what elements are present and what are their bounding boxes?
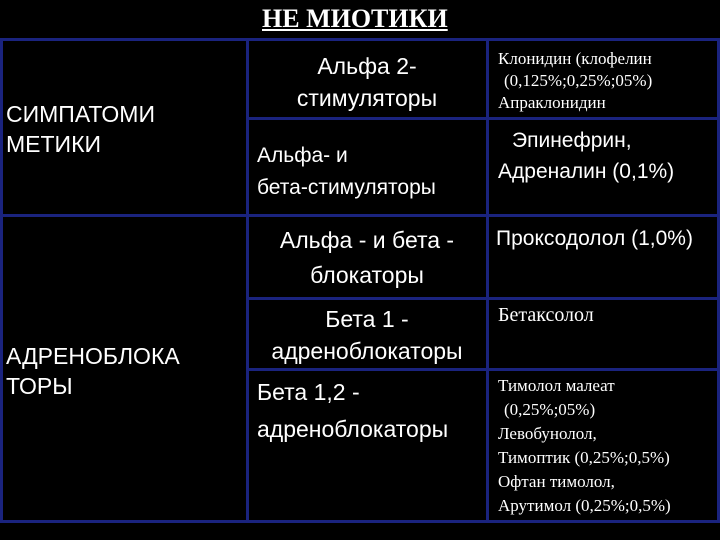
category-sympathomimetics-line2: МЕТИКИ — [6, 131, 102, 157]
drug-clonidine: Клонидин (клофелин — [498, 49, 652, 68]
group-alpha-beta-stim-line2: бета-стимуляторы — [257, 176, 436, 199]
drug-oftan-timolol: Офтан тимолол, — [498, 472, 615, 491]
column-divider-2 — [486, 38, 489, 523]
drug-levobunolol: Левобунолол, — [498, 424, 597, 443]
drug-adrenaline: Адреналин (0,1%) — [498, 160, 675, 183]
drug-timolol-maleate: Тимолол малеат — [498, 376, 615, 395]
drug-proxodolol: Проксодолол (1,0%) — [496, 227, 693, 250]
row-divider-1 — [248, 117, 720, 120]
group-alpha-beta-block-line1: Альфа - и бета - — [279, 227, 455, 253]
group-beta12-line1: Бета 1,2 - — [257, 379, 360, 405]
drug-clonidine-dose: (0,125%;0,25%;05%) — [504, 71, 653, 90]
group-alpha-beta-block-line2: блокаторы — [310, 262, 424, 288]
row-divider-4 — [248, 368, 720, 371]
group-beta1-line1: Бета 1 - — [325, 306, 409, 332]
category-blockers-line1: АДРЕНОБЛОКА — [6, 343, 180, 369]
group-alpha2-line2: стимуляторы — [296, 85, 438, 111]
group-alpha-beta-stim-line1: Альфа- и — [257, 144, 348, 167]
row-divider-3 — [248, 297, 720, 300]
category-divider — [0, 214, 720, 217]
group-alpha2-line1: Альфа 2- — [317, 53, 417, 79]
table-left-border — [0, 38, 3, 523]
drug-arutimol: Арутимол (0,25%;0,5%) — [498, 496, 671, 515]
group-beta1-line2: адреноблокаторы — [271, 338, 463, 364]
group-beta12-line2: адреноблокаторы — [257, 416, 449, 442]
category-sympathomimetics-line1: СИМПАТОМИ — [6, 101, 155, 127]
table-bottom-border — [0, 520, 720, 523]
page-title: НЕ МИОТИКИ — [262, 4, 448, 33]
drug-timolol-dose: (0,25%;05%) — [504, 400, 596, 419]
drug-betaxolol: Бетаксолол — [498, 304, 594, 326]
category-blockers-line2: ТОРЫ — [6, 373, 73, 399]
table-top-border — [0, 38, 720, 41]
drug-timoptic: Тимоптик (0,25%;0,5%) — [498, 448, 670, 467]
drug-apraclonidine: Апраклонидин — [498, 93, 606, 112]
drug-epinephrine: Эпинефрин, — [512, 129, 632, 152]
